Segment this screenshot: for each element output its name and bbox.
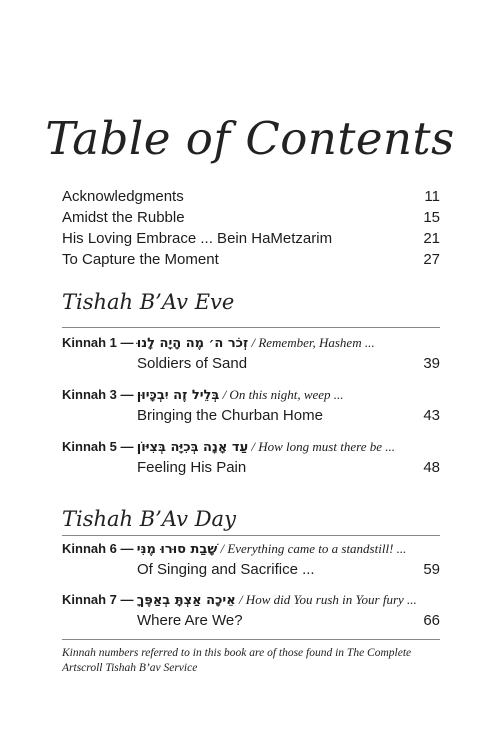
entry-label: To Capture the Moment [62, 251, 219, 268]
entry-label: His Loving Embrace ... Bein HaMetzarim [62, 230, 333, 247]
kinnah-number: Kinnah 7 — [62, 592, 134, 607]
entry-page: 27 [423, 251, 440, 268]
kinnah-page: 66 [423, 612, 440, 629]
kinnah-translation: / How long must there be ... [251, 439, 395, 454]
kinnah-entry [62, 540, 440, 582]
kinnah-hebrew: אֵיכָה אַצְתָּ בְאַפֶּךָ [136, 593, 236, 608]
kinnah-hebrew: שָׁבַת סוּרוּ מֶנִּי [136, 542, 218, 557]
kinnah-number: Kinnah 6 — [62, 541, 134, 556]
kinnah-page: 39 [423, 355, 440, 372]
section-divider [62, 535, 440, 536]
kinnah-page: 43 [423, 407, 440, 424]
kinnah-translation: / Remember, Hashem ... [251, 335, 375, 350]
footnote-divider [62, 639, 440, 640]
footnote: Kinnah numbers referred to in this book are of those found in The Complete Artscroll Tishah B’av Service [62, 647, 412, 674]
kinnah-number: Kinnah 5 — [62, 439, 134, 454]
toc-entry [62, 228, 440, 249]
kinnah-page: 59 [423, 561, 440, 578]
kinnah-title: Of Singing and Sacrifice ... [137, 561, 315, 578]
section-heading-eve: Tishah B’Av Eve [62, 290, 235, 314]
section-divider [62, 327, 440, 328]
kinnah-translation: / On this night, weep ... [222, 387, 344, 402]
entry-page: 21 [423, 230, 440, 247]
kinnah-entry [62, 334, 440, 376]
kinnah-hebrew: בְּלֵיל זֶה יִבְכָּיוּן [136, 388, 220, 403]
toc-entry [62, 207, 440, 228]
section-heading-day: Tishah B’Av Day [62, 507, 236, 531]
entry-label: Acknowledgments [62, 188, 184, 205]
entry-label: Amidst the Rubble [62, 209, 185, 226]
kinnah-title: Where Are We? [137, 612, 243, 629]
kinnah-hebrew: זְכֹר ה׳ מֶה הָיָה לָנוּ [136, 336, 249, 351]
kinnah-title: Feeling His Pain [137, 459, 247, 476]
kinnah-translation: / How did You rush in Your fury ... [238, 592, 417, 607]
kinnah-title: Bringing the Churban Home [137, 407, 323, 424]
toc-entry [62, 249, 440, 270]
kinnah-entry [62, 591, 440, 633]
kinnah-translation: / Everything came to a standstill! ... [220, 541, 407, 556]
kinnah-number: Kinnah 1 — [62, 335, 134, 350]
kinnah-entry [62, 438, 440, 480]
kinnah-number: Kinnah 3 — [62, 387, 134, 402]
entry-page: 11 [424, 188, 440, 205]
entry-page: 15 [423, 209, 440, 226]
kinnah-hebrew: עַד אָנָה בְּכִיָּה בְּצִיּוֹן [136, 440, 249, 455]
intro-list [62, 186, 440, 270]
toc-entry [62, 186, 440, 207]
kinnah-title: Soldiers of Sand [137, 355, 248, 372]
kinnah-entry [62, 386, 440, 428]
kinnah-page: 48 [423, 459, 440, 476]
page-title: Table of Contents [45, 112, 455, 165]
